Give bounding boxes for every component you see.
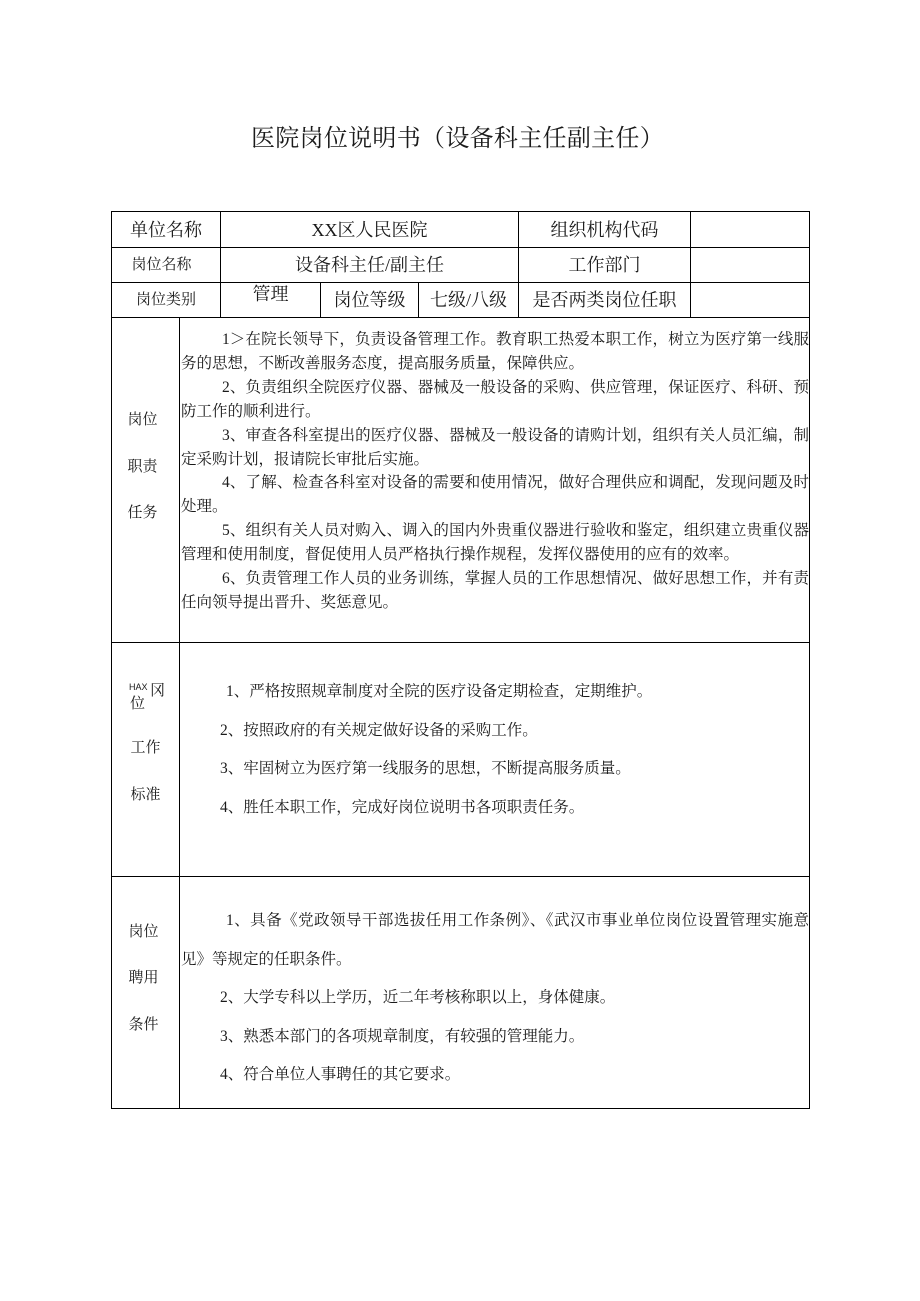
post-grade-label: 岗位等级 xyxy=(320,282,418,317)
dual-post-label: 是否两类岗位任职 xyxy=(518,282,690,317)
standards-label-line: 工作 xyxy=(130,740,161,756)
standard-item: 4、胜任本职工作，完成好岗位说明书各项职责任务。 xyxy=(220,798,585,816)
standards-label-overlap: 位 xyxy=(130,696,146,712)
requirement-item: 4、符合单位人事聘任的其它要求。 xyxy=(220,1066,461,1083)
requirements-label-line: 条件 xyxy=(128,1017,159,1033)
standards-label-garbled-small: HAX xyxy=(129,682,148,692)
post-category-label: 岗位类别 xyxy=(111,282,220,317)
requirement-item: 2、大学专科以上学历，近二年考核称职以上，身体健康。 xyxy=(220,989,616,1006)
duty-item: 4、了解、检查各科室对设备的需要和使用情况，做好合理供应和调配，发现问题及时处理。 xyxy=(181,474,809,516)
duties-label-line: 任务 xyxy=(127,505,158,521)
requirements-label-line: 岗位 xyxy=(128,924,159,940)
dual-post-value-cell xyxy=(690,282,809,317)
standard-item: 2、按照政府的有关规定做好设备的采购工作。 xyxy=(220,721,538,739)
org-code-value-cell xyxy=(690,211,809,247)
requirements-content xyxy=(179,876,809,1108)
requirement-item: 1、具备《党政领导干部选拔任用工作条例》、《武汉市事业单位岗位设置管理实施意见》等规定的任职条件。 xyxy=(181,912,809,968)
duty-item: 2、负责组织全院医疗仪器、器械及一般设备的采购、供应管理，保证医疗、科研、预防工作的顺利进行。 xyxy=(181,378,809,420)
department-value-cell xyxy=(690,247,809,282)
duties-label-line: 职责 xyxy=(127,459,158,475)
unit-name-label: 单位名称 xyxy=(111,211,220,247)
job-description-table xyxy=(111,211,810,1109)
duty-item: 5、组织有关人员对购入、调入的国内外贵重仪器进行验收和鉴定，组织建立贵重仪器管理和使用制度，督促使用人员严格执行操作规程，发挥仪器使用的应有的效率。 xyxy=(181,522,809,564)
standard-item: 1、严格按照规章制度对全院的医疗设备定期检查，定期维护。 xyxy=(226,683,653,700)
standard-item: 3、牢固树立为医疗第一线服务的思想，不断提高服务质量。 xyxy=(220,760,631,778)
requirements-label xyxy=(111,876,179,1108)
standards-label-garbled-main: 冈 xyxy=(150,683,166,699)
post-grade-value: 七级/八级 xyxy=(418,282,518,317)
requirements-label-line: 聘用 xyxy=(128,970,159,986)
post-category-value: 管理 xyxy=(220,282,320,317)
requirement-item: 3、熟悉本部门的各项规章制度，有较强的管理能力。 xyxy=(220,1027,585,1045)
org-code-label: 组织机构代码 xyxy=(518,211,690,247)
duty-item: 6、负责管理工作人员的业务训练，掌握人员的工作思想情况、做好思想工作，并有责任向领导提出晋升、奖惩意见。 xyxy=(181,570,809,611)
duties-label xyxy=(111,317,179,642)
duty-item: 3、审查各科室提出的医疗仪器、器械及一般设备的请购计划，组织有关人员汇编，制定采购计划，报请院长审批后实施。 xyxy=(181,426,809,468)
post-name-label: 岗位名称 xyxy=(111,247,220,282)
duties-label-line: 岗位 xyxy=(127,412,158,428)
standards-label-line: 标准 xyxy=(130,787,161,803)
unit-name-value: XX区人民医院 xyxy=(220,211,518,247)
standards-content xyxy=(179,642,809,876)
duty-item: 1＞在院长领导下，负责设备管理工作。教育职工热爱本职工作，树立为医疗第一线服务的思想，不断改善服务态度，提高服务质量，保障供应。 xyxy=(181,331,809,372)
standards-label xyxy=(111,642,179,876)
post-name-value: 设备科主任/副主任 xyxy=(220,247,518,282)
department-label: 工作部门 xyxy=(518,247,690,282)
duties-content xyxy=(179,317,809,642)
document-title: 医院岗位说明书（设备科主任副主任） xyxy=(250,124,665,152)
